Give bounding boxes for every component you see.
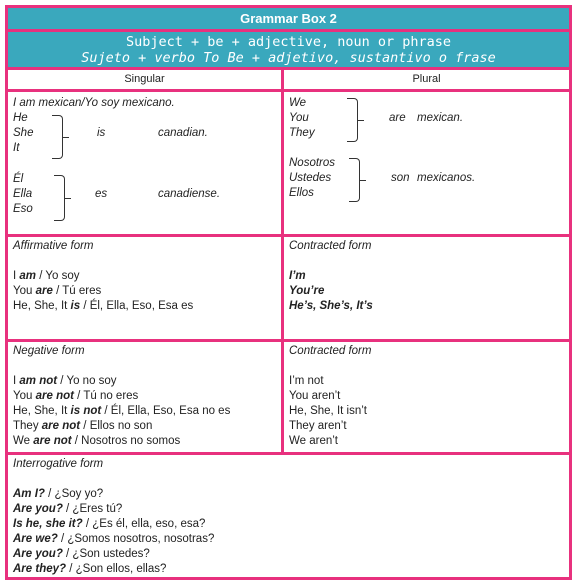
interrogative-line: Is he, she it? / ¿Es él, ella, eso, esa? <box>13 518 206 530</box>
contracted-negative-line: I’m not <box>289 375 324 387</box>
negative-heading: Negative form <box>13 345 85 357</box>
interrogative-line: Are they? / ¿Son ellos, ellas? <box>13 563 167 575</box>
affirmative-line: You are / Tú eres <box>13 285 102 297</box>
contracted-negative-heading: Contracted form <box>289 345 372 357</box>
verb-es: es <box>95 188 108 200</box>
grammar-box <box>5 5 572 580</box>
subject-eso: Eso <box>13 203 33 215</box>
verb-is: is <box>97 127 106 139</box>
subject-he: He <box>13 112 28 124</box>
formula-english: Subject + be + adjective, noun or phrase <box>125 34 452 50</box>
subject-ustedes: Ustedes <box>289 172 332 184</box>
brace-icon <box>54 175 65 221</box>
contracted-line: I’m <box>289 270 306 282</box>
brace-icon <box>349 158 360 202</box>
brace-icon <box>52 115 63 159</box>
contracted-line: You’re <box>289 285 325 297</box>
affirmative-line: He, She, It is / Él, Ella, Eso, Esa es <box>13 300 194 312</box>
negative-line: You are not / Tú no eres <box>13 390 139 402</box>
subject-el: Él <box>13 173 24 185</box>
subject-they: They <box>289 127 315 139</box>
negative-line: They are not / Ellos no son <box>13 420 153 432</box>
adjective-canadiense: canadiense. <box>158 188 221 200</box>
negative-line: I am not / Yo no soy <box>13 375 117 387</box>
box-title: Grammar Box 2 <box>8 8 569 29</box>
contracted-negative-line: They aren’t <box>289 420 347 432</box>
affirmative-heading: Affirmative form <box>13 240 94 252</box>
interrogative-line: Are you? / ¿Eres tú? <box>13 503 123 515</box>
subject-you: You <box>289 112 309 124</box>
column-header-plural: Plural <box>284 70 569 89</box>
contracted-negative-line: You aren’t <box>289 390 341 402</box>
interrogative-line: Are you? / ¿Son ustedes? <box>13 548 150 560</box>
negative-line: He, She, It is not / Él, Ella, Eso, Esa no es <box>13 405 231 417</box>
subject-she: She <box>13 127 34 139</box>
affirmative-cell <box>8 237 281 339</box>
interrogative-cell <box>8 455 569 577</box>
subject-we: We <box>289 97 307 109</box>
column-header-singular: Singular <box>8 70 281 89</box>
subject-nosotros: Nosotros <box>289 157 336 169</box>
interrogative-heading: Interrogative form <box>13 458 104 470</box>
contracted-negative-cell <box>284 342 569 452</box>
contracted-line: He’s, She’s, It’s <box>289 300 373 312</box>
subject-ella: Ella <box>13 188 33 200</box>
brace-icon <box>347 98 358 142</box>
subject-it: It <box>13 142 20 154</box>
verb-are: are <box>389 112 406 124</box>
negative-cell <box>8 342 281 452</box>
adjective-mexicanos: mexicanos. <box>417 172 476 184</box>
negative-line: We are not / Nosotros no somos <box>13 435 181 447</box>
contracted-affirmative-cell <box>284 237 569 339</box>
formula-spanish: Sujeto + verbo To Be + adjetivo, sustantivo o frase <box>81 50 496 66</box>
adjective-canadian: canadian. <box>158 127 208 139</box>
singular-examples-cell <box>8 92 281 234</box>
interrogative-line: Are we? / ¿Somos nosotros, nosotras? <box>13 533 215 545</box>
contracted-negative-line: He, She, It isn’t <box>289 405 367 417</box>
contracted-negative-line: We aren’t <box>289 435 339 447</box>
adjective-mexican: mexican. <box>417 112 464 124</box>
verb-son: son <box>391 172 410 184</box>
interrogative-line: Am I? / ¿Soy yo? <box>13 488 104 500</box>
singular-first-example: I am mexican/Yo soy mexicano. <box>13 97 175 109</box>
subject-ellos: Ellos <box>289 187 314 199</box>
affirmative-line: I am / Yo soy <box>13 270 80 282</box>
plural-examples-cell <box>284 92 569 234</box>
contracted-affirmative-heading: Contracted form <box>289 240 372 252</box>
formula-header <box>8 32 569 67</box>
